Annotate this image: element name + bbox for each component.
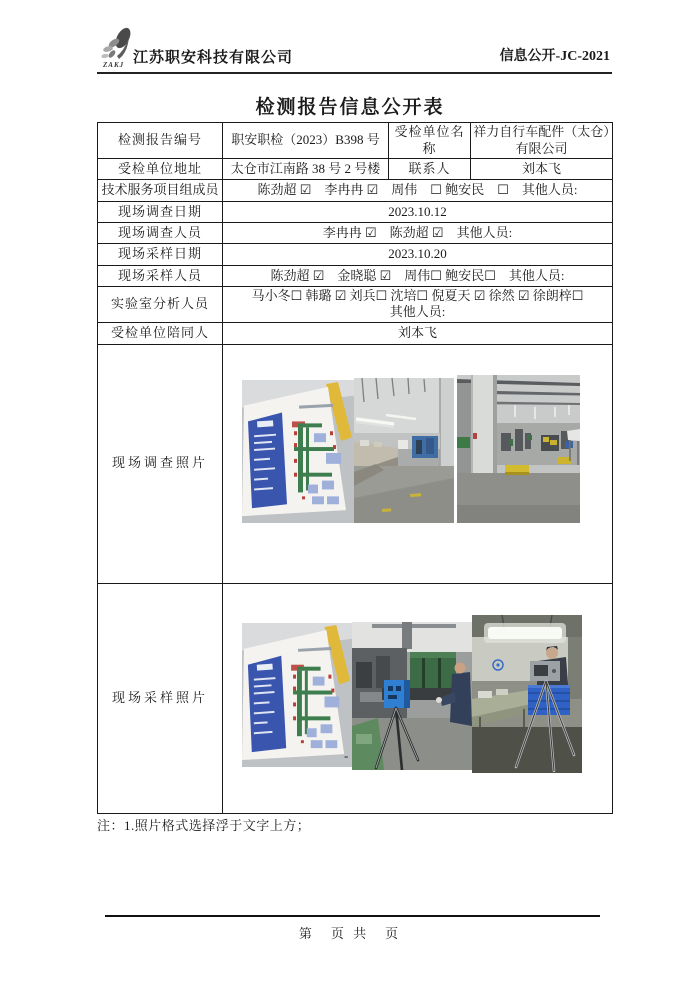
survey-date-label: 现场调查日期 xyxy=(98,202,223,223)
sample-photo-strip xyxy=(225,585,610,773)
escort-label: 受检单位陪同人 xyxy=(98,322,223,344)
row-lab-staff xyxy=(98,287,613,323)
factory-hall-photo-icon xyxy=(457,375,580,523)
lab-staff-line1: 马小冬☐ 韩璐 ☑ 刘兵☐ 沈培☐ 倪夏天 ☑ 徐然 ☑ 徐朗梓☐ xyxy=(251,288,584,303)
report-no-value: 职安职检（2023）B398 号 xyxy=(223,123,389,159)
team-value: 陈劲超 ☑ 李冉冉 ☑ 周伟 ☐ 鲍安民 ☐ 其他人员: xyxy=(223,180,613,202)
svg-text:ZAKJ: ZAKJ xyxy=(103,61,125,69)
row-sample-date xyxy=(98,244,613,266)
survey-photo-3 xyxy=(457,375,580,523)
sample-photos-cell xyxy=(223,583,613,813)
page-header xyxy=(97,26,612,74)
sample-staff-value: 陈劲超 ☑ 金晓聪 ☑ 周伟☐ 鲍安民☐ 其他人员: xyxy=(223,266,613,287)
stray-dash: - xyxy=(344,748,349,763)
disclosure-table xyxy=(97,122,613,814)
sample-date-label: 现场采样日期 xyxy=(98,244,223,266)
doc-code: 信息公开-JC-2021 xyxy=(499,49,610,64)
survey-photos-label: 现场调查照片 xyxy=(98,344,223,583)
row-survey-photos xyxy=(98,344,613,583)
poster-photo-icon xyxy=(242,623,352,767)
lab-staff-line2: 其他人员: xyxy=(389,304,446,320)
contact-label: 联系人 xyxy=(389,159,471,180)
sample-photo-1 xyxy=(242,623,352,767)
row-report-no xyxy=(98,123,613,159)
unit-name-label: 受检单位名称 xyxy=(389,123,471,159)
sample-photos-label: 现场采样照片 xyxy=(98,583,223,813)
survey-photo-strip xyxy=(225,346,610,523)
unit-name-value: 祥力自行车配件（太仓）有限公司 xyxy=(471,123,613,159)
row-survey-staff xyxy=(98,223,613,244)
row-address xyxy=(98,159,613,180)
footnote: 注：1.照片格式选择浮于文字上方； xyxy=(97,818,311,833)
row-sample-photos xyxy=(98,583,613,813)
row-escort xyxy=(98,322,613,344)
sample-photo-3 xyxy=(472,615,582,773)
escort-value: 刘本飞 xyxy=(223,322,613,344)
sample-date-value: 2023.10.20 xyxy=(223,244,613,266)
footer-rule xyxy=(105,915,600,917)
page-number: 第 页 共 页 xyxy=(298,926,402,941)
report-no-label: 检测报告编号 xyxy=(98,123,223,159)
survey-staff-label: 现场调查人员 xyxy=(98,223,223,244)
sampling-bench-photo-icon xyxy=(472,615,582,773)
row-sample-staff xyxy=(98,266,613,287)
survey-staff-value: 李冉冉 ☑ 陈劲超 ☑ 其他人员: xyxy=(223,223,613,244)
address-value: 太仓市江南路 38 号 2 号楼 xyxy=(223,159,389,180)
survey-date-value: 2023.10.12 xyxy=(223,202,613,223)
survey-photo-1 xyxy=(242,380,354,523)
survey-photo-2 xyxy=(354,378,454,523)
lab-staff-value xyxy=(223,287,613,323)
address-label: 受检单位地址 xyxy=(98,159,223,180)
survey-photos-cell xyxy=(223,344,613,583)
row-survey-date xyxy=(98,202,613,223)
contact-value: 刘本飞 xyxy=(471,159,613,180)
workshop-photo-icon xyxy=(354,378,454,523)
row-team xyxy=(98,180,613,202)
sample-photo-2 xyxy=(352,622,472,770)
sampling-tripod-photo-icon xyxy=(352,622,472,770)
company-name: 江苏职安科技有限公司 xyxy=(133,50,294,66)
sample-staff-label: 现场采样人员 xyxy=(98,266,223,287)
poster-photo-icon xyxy=(242,380,354,523)
lab-staff-label: 实验室分析人员 xyxy=(98,287,223,323)
page-title: 检测报告信息公开表 xyxy=(255,97,445,118)
team-label: 技术服务项目组成员 xyxy=(98,180,223,202)
